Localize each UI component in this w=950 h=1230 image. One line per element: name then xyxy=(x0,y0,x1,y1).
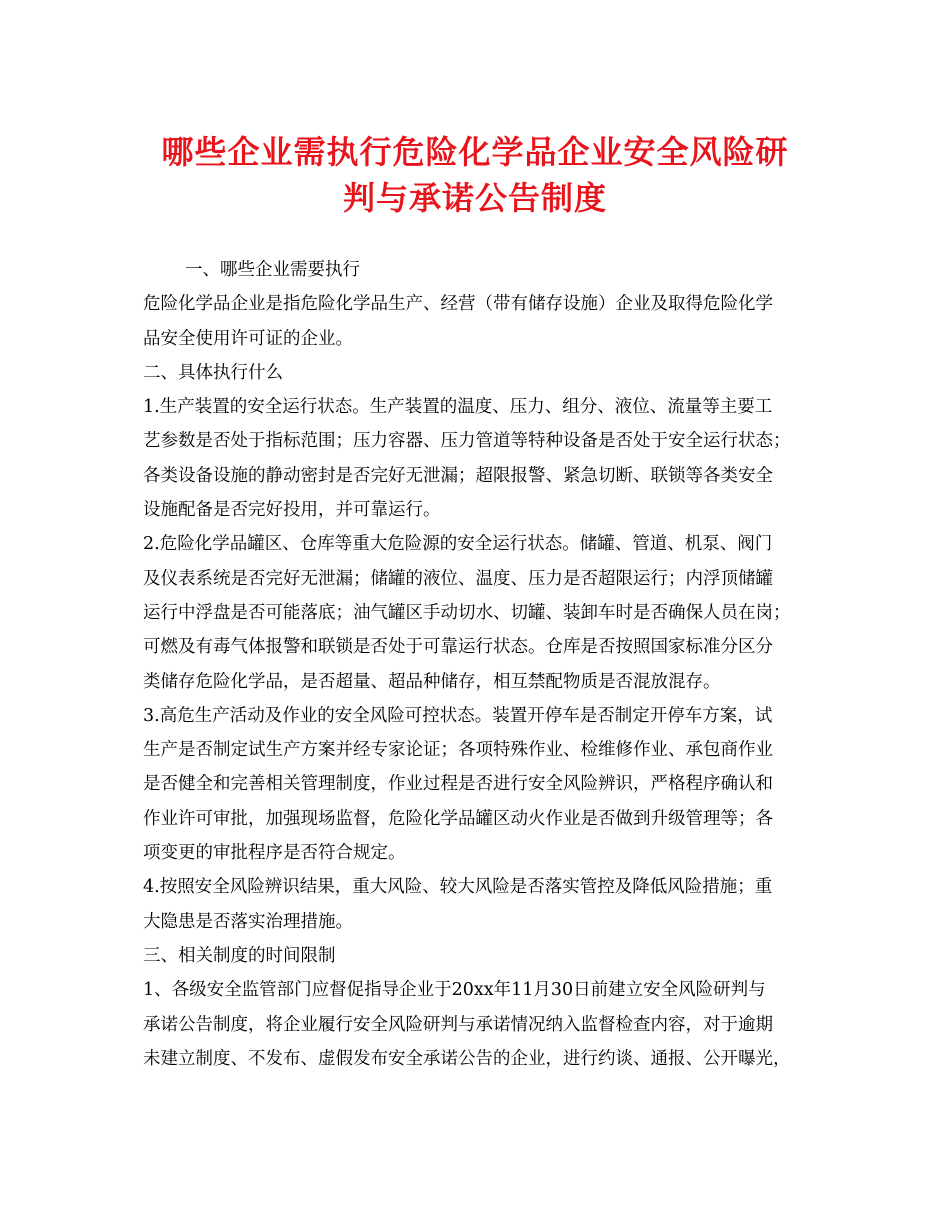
paragraph-line: 3.高危生产活动及作业的安全风险可控状态。装置开停车是否制定开停车方案，试 xyxy=(143,705,773,726)
paragraph-line: 是否健全和完善相关管理制度，作业过程是否进行安全风险辨识，严格程序确认和 xyxy=(143,774,773,795)
paragraph-line: 及仪表系统是否完好无泄漏；储罐的液位、温度、压力是否超限运行；内浮顶储罐 xyxy=(143,568,773,589)
paragraph-line: 艺参数是否处于指标范围；压力容器、压力管道等特种设备是否处于安全运行状态； xyxy=(143,431,791,452)
paragraph-line: 类储存危险化学品，是否超量、超品种储存，相互禁配物质是否混放混存。 xyxy=(143,671,721,692)
paragraph-line: 生产是否制定试生产方案并经专家论证；各项特殊作业、检维修作业、承包商作业 xyxy=(143,740,773,761)
paragraph-line: 未建立制度、不发布、虚假发布安全承诺公告的企业，进行约谈、通报、公开曝光， xyxy=(143,1048,791,1069)
document-title-line-2: 判与承诺公告制度 xyxy=(342,179,607,217)
section-heading-3: 三、相关制度的时间限制 xyxy=(143,945,336,966)
paragraph-line: 1.生产装置的安全运行状态。生产装置的温度、压力、组分、液位、流量等主要工 xyxy=(143,397,773,418)
section-heading-1: 一、哪些企业需要执行 xyxy=(185,260,360,280)
paragraph-line: 项变更的审批程序是否符合规定。 xyxy=(143,843,406,864)
document-title-line-1: 哪些企业需执行危险化学品企业安全风险研 xyxy=(161,133,789,171)
paragraph-line: 大隐患是否落实治理措施。 xyxy=(143,911,353,932)
paragraph-line: 各类设备设施的静动密封是否完好无泄漏；超限报警、紧急切断、联锁等各类安全 xyxy=(143,465,773,486)
paragraph-line: 4.按照安全风险辨识结果，重大风险、较大风险是否落实管控及降低风险措施；重 xyxy=(143,877,773,898)
paragraph-line: 品安全使用许可证的企业。 xyxy=(143,328,353,349)
paragraph-line: 运行中浮盘是否可能落底；油气罐区手动切水、切罐、装卸车时是否确保人员在岗； xyxy=(143,602,791,623)
paragraph-line: 承诺公告制度，将企业履行安全风险研判与承诺情况纳入监督检查内容，对于逾期 xyxy=(143,1014,773,1035)
paragraph-line: 可燃及有毒气体报警和联锁是否处于可靠运行状态。仓库是否按照国家标准分区分 xyxy=(143,637,773,658)
paragraph-line: 2.危险化学品罐区、仓库等重大危险源的安全运行状态。储罐、管道、机泵、阀门 xyxy=(143,534,773,555)
paragraph-line: 1、各级安全监管部门应督促指导企业于20xx年11月30日前建立安全风险研判与 xyxy=(143,980,766,1001)
paragraph-line: 设施配备是否完好投用，并可靠运行。 xyxy=(143,500,441,521)
section-heading-2: 二、具体执行什么 xyxy=(143,362,283,383)
paragraph-line: 危险化学品企业是指危险化学品生产、经营（带有储存设施）企业及取得危险化学 xyxy=(143,294,773,315)
paragraph-line: 作业许可审批，加强现场监督，危险化学品罐区动火作业是否做到升级管理等；各 xyxy=(143,808,773,829)
document-body xyxy=(143,253,813,1076)
